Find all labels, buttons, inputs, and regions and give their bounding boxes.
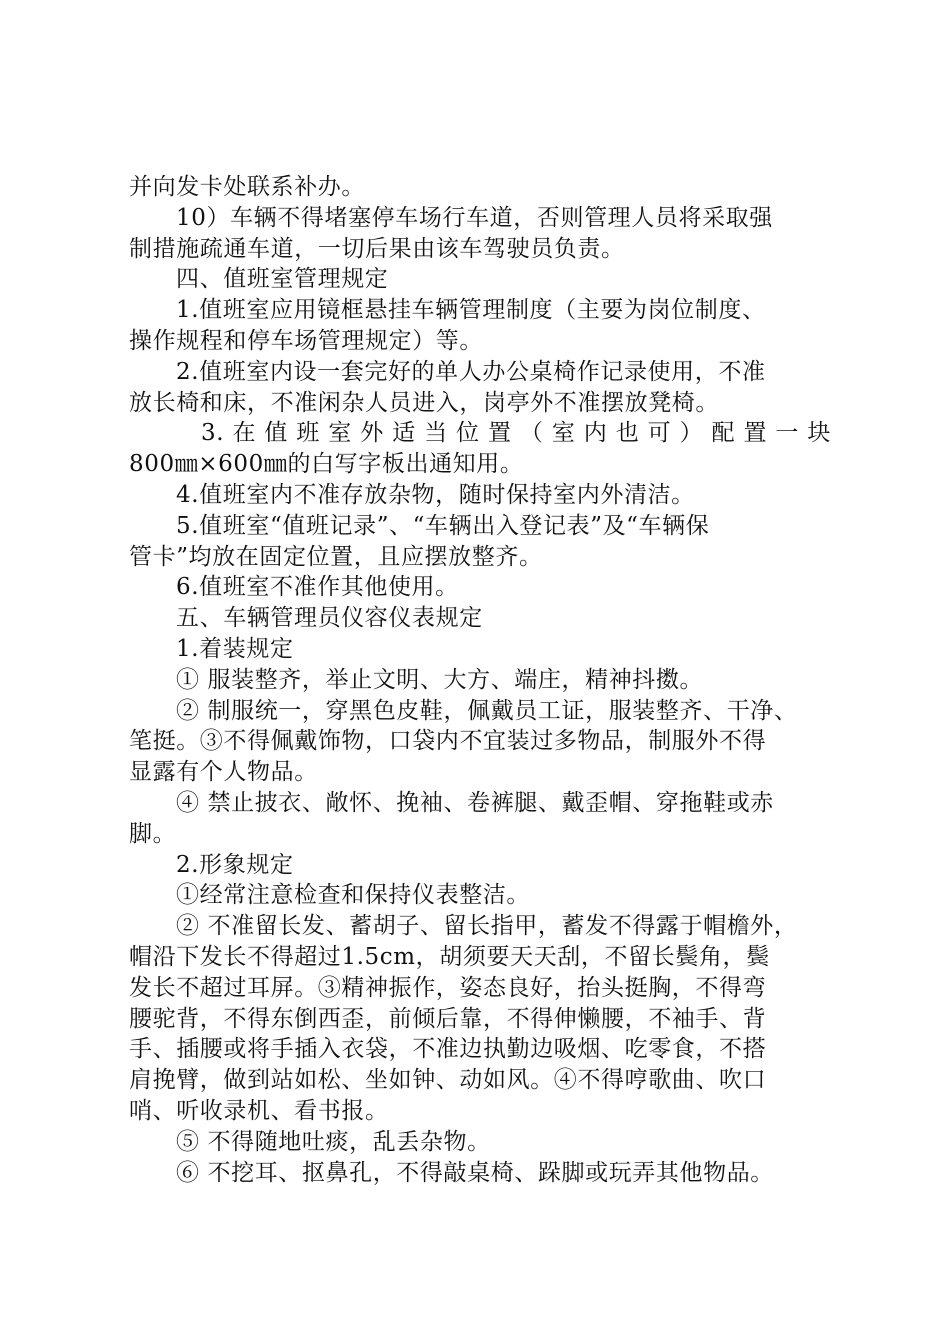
text-line: 并向发卡处联系补办。 <box>129 174 365 200</box>
spaced-char: 3. <box>201 420 225 447</box>
text-line: 发长不超过耳屏。③精神振作，姿态良好，抬头挺胸，不得弯 <box>129 974 767 1001</box>
subsection-heading: 2.形象规定 <box>176 851 294 878</box>
spaced-char: （ <box>519 420 544 447</box>
text-line: 1.值班室应用镜框悬挂车辆管理制度（主要为岗位制度、 <box>176 297 766 324</box>
spaced-text-line <box>129 418 831 449</box>
text-line: 6.值班室不准作其他使用。 <box>176 574 459 601</box>
text-line: 操作规程和停车场管理规定）等。 <box>129 327 483 354</box>
text-line: 手、插腰或将手插入衣袋，不准边执勤边吸烟、吃零食，不搭 <box>129 1036 767 1063</box>
spaced-char: 可 <box>647 420 672 447</box>
text-line: 帽沿下发长不得超过1.5cm，胡须要天天刮，不留长鬓角，鬓 <box>129 943 770 970</box>
spaced-char: 室 <box>328 420 352 447</box>
subsection-heading: 1.着装规定 <box>176 635 294 662</box>
text-line: 4.值班室内不准存放杂物，随时保持室内外清洁。 <box>176 481 695 508</box>
section-heading: 五、车辆管理员仪容仪表规定 <box>176 605 483 632</box>
text-line: ⑤ 不得随地吐痰，乱丢杂物。 <box>176 1128 491 1155</box>
spaced-char: 置 <box>743 420 768 447</box>
text-line: 管卡”均放在固定位置，且应摆放整齐。 <box>129 543 543 570</box>
spaced-char: 置 <box>487 420 512 447</box>
document-body <box>129 172 831 1188</box>
spaced-char: 在 <box>232 420 257 447</box>
text-line: ①经常注意检查和保持仪表整洁。 <box>176 882 530 909</box>
text-line: 2.值班室内设一套完好的单人办公桌椅作记录使用，不准 <box>176 358 766 385</box>
text-line: ② 制服统一，穿黑色皮鞋，佩戴员工证，服装整齐、干净、 <box>176 697 798 724</box>
text-line: ④ 禁止披衣、敞怀、挽袖、卷裤腿、戴歪帽、穿拖鞋或赤 <box>176 789 774 816</box>
text-line: 放长椅和床，不准闲杂人员进入，岗亭外不准摆放凳椅。 <box>129 389 719 416</box>
text-line: ② 不准留长发、蓄胡子、留长指甲，蓄发不得露于帽檐外， <box>176 913 798 940</box>
spaced-char: 当 <box>424 420 448 447</box>
spaced-char: 适 <box>392 420 416 447</box>
spaced-char: 室 <box>551 420 576 447</box>
text-line: ⑥ 不挖耳、抠鼻孔，不得敲桌椅、跺脚或玩弄其他物品。 <box>176 1159 774 1186</box>
text-line: 脚。 <box>129 820 177 847</box>
text-line: 制措施疏通车道，一切后果由该车驾驶员负责。 <box>129 235 625 262</box>
text-line: 10）车辆不得堵塞停车场行车道，否则管理人员将采取强 <box>176 204 773 231</box>
spaced-char: ） <box>679 420 704 447</box>
spaced-char: 配 <box>711 420 736 447</box>
spaced-char: 位 <box>456 420 480 447</box>
spaced-char: 班 <box>296 420 320 447</box>
text-line: 哨、听收录机、看书报。 <box>129 1097 389 1124</box>
text-line: 笔挺。③不得佩戴饰物，口袋内不宜装过多物品，制服外不得 <box>129 728 767 755</box>
spaced-char: 内 <box>583 420 608 447</box>
text-line: 腰驼背，不得东倒西歪，前倾后靠，不得伸懒腰，不袖手、背 <box>129 1005 767 1032</box>
text-line: 显露有个人物品。 <box>129 759 318 786</box>
spaced-char: 也 <box>615 420 640 447</box>
text-line: ① 服装整齐，举止文明、大方、端庄，精神抖擞。 <box>176 666 704 693</box>
spaced-char: 块 <box>807 420 831 447</box>
text-line: 800㎜×600㎜的白写字板出通知用。 <box>129 451 524 478</box>
text-line: 5.值班室“值班记录”、“车辆出入登记表”及“车辆保 <box>176 512 710 539</box>
spaced-char: 外 <box>360 420 384 447</box>
section-heading: 四、值班室管理规定 <box>176 266 389 293</box>
text-line: 肩挽臂，做到站如松、坐如钟、动如风。④不得哼歌曲、吹口 <box>129 1067 767 1094</box>
spaced-char: 一 <box>775 420 800 447</box>
spaced-char: 值 <box>264 420 289 447</box>
